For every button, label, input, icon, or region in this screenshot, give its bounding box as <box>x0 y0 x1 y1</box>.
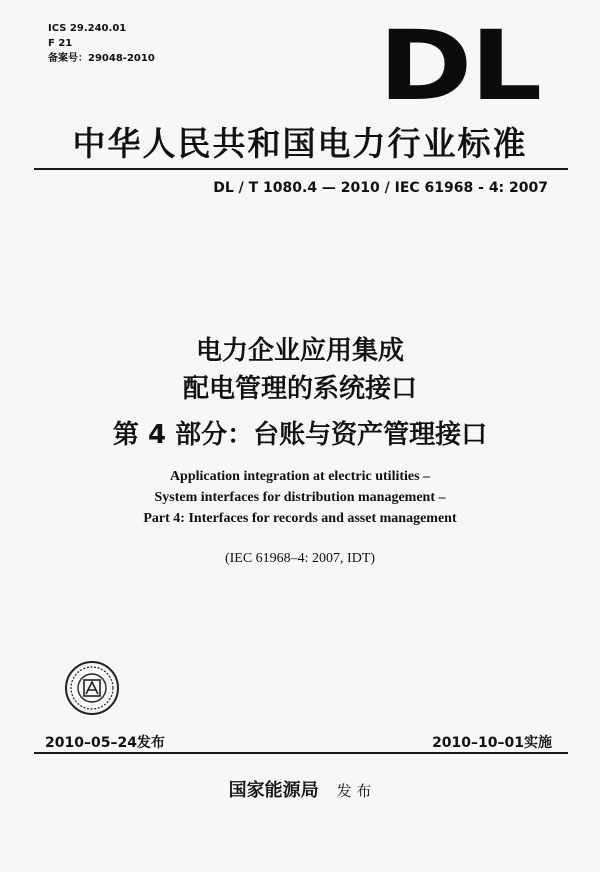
bottom-divider <box>34 752 568 754</box>
cn-title-line1: 电力企业应用集成 <box>195 336 404 366</box>
cn-title-line3: 第 4 部分：台账与资产管理接口 <box>112 420 488 450</box>
top-divider <box>34 168 568 170</box>
standard-number: DL / T 1080.4 — 2010 / IEC 61968 - 4: 2007 <box>213 180 548 196</box>
ics-code: ICS 29.240.01 <box>48 23 127 34</box>
issue-date: 2010–05–24发布 <box>45 735 165 751</box>
english-title <box>0 466 600 529</box>
standard-type-heading: 中华人民共和国电力行业标准 <box>72 124 528 163</box>
classification-block <box>48 21 155 66</box>
dl-logo: DL <box>378 10 540 122</box>
implementation-date: 2010–10–01实施 <box>432 735 552 751</box>
issuer <box>0 776 600 802</box>
en-title-line3: Part 4: Interfaces for records and asset management <box>143 511 457 526</box>
record-number: 备案号：29048-2010 <box>48 53 155 64</box>
iec-equivalence: (IEC 61968–4: 2007, IDT) <box>224 551 376 566</box>
class-code: F 21 <box>48 38 73 49</box>
en-title-line2: System interfaces for distribution management – <box>154 490 446 505</box>
cn-title-line2: 配电管理的系统接口 <box>182 374 417 404</box>
issuer-name: 国家能源局 <box>228 780 319 801</box>
seal-icon <box>64 660 120 716</box>
issuer-verb: 发 布 <box>336 782 372 800</box>
en-title-line1: Application integration at electric utilities – <box>169 469 431 484</box>
